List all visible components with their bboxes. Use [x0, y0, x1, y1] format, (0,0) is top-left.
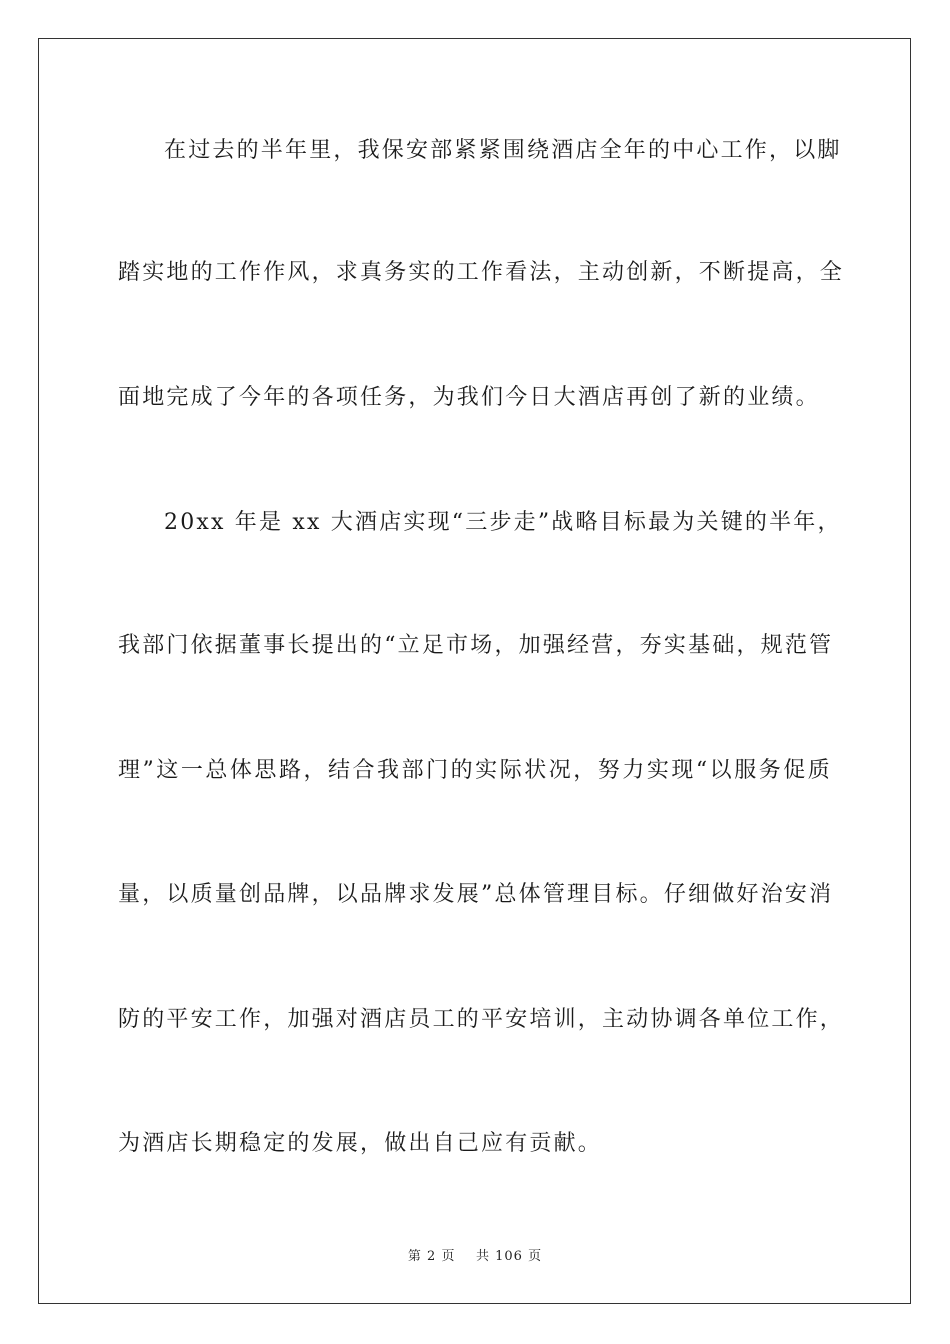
paragraph-2-line-4: 量，以质量创品牌，以品牌求发展”总体管理目标。仔细做好治安消 — [118, 882, 834, 907]
paragraph-2-line-2: 我部门依据董事长提出的“立足市场，加强经营，夯实基础，规范管 — [118, 633, 834, 658]
paragraph-2-line-5: 防的平安工作，加强对酒店员工的平安培训，主动协调各单位工作， — [118, 1007, 845, 1032]
paragraph-1-line-1: 在过去的半年里，我保安部紧紧围绕酒店全年的中心工作，以脚 — [164, 138, 842, 163]
paragraph-2-line-3: 理”这一总体思路，结合我部门的实际状况，努力实现“以服务促质 — [118, 758, 832, 783]
page-number-footer: 第 2 页 共 106 页 — [407, 1249, 543, 1264]
paragraph-2-line-1: 20xx 年是 xx 大酒店实现“三步走”战略目标最为关键的半年， — [164, 510, 842, 535]
paragraph-2-line-6: 为酒店长期稳定的发展，做出自己应有贡献。 — [118, 1131, 603, 1156]
paragraph-1-line-3: 面地完成了今年的各项任务，为我们今日大酒店再创了新的业绩。 — [118, 385, 820, 410]
page-border — [38, 38, 911, 1304]
paragraph-1-line-2: 踏实地的工作作风，求真务实的工作看法，主动创新，不断提高，全 — [118, 260, 845, 285]
